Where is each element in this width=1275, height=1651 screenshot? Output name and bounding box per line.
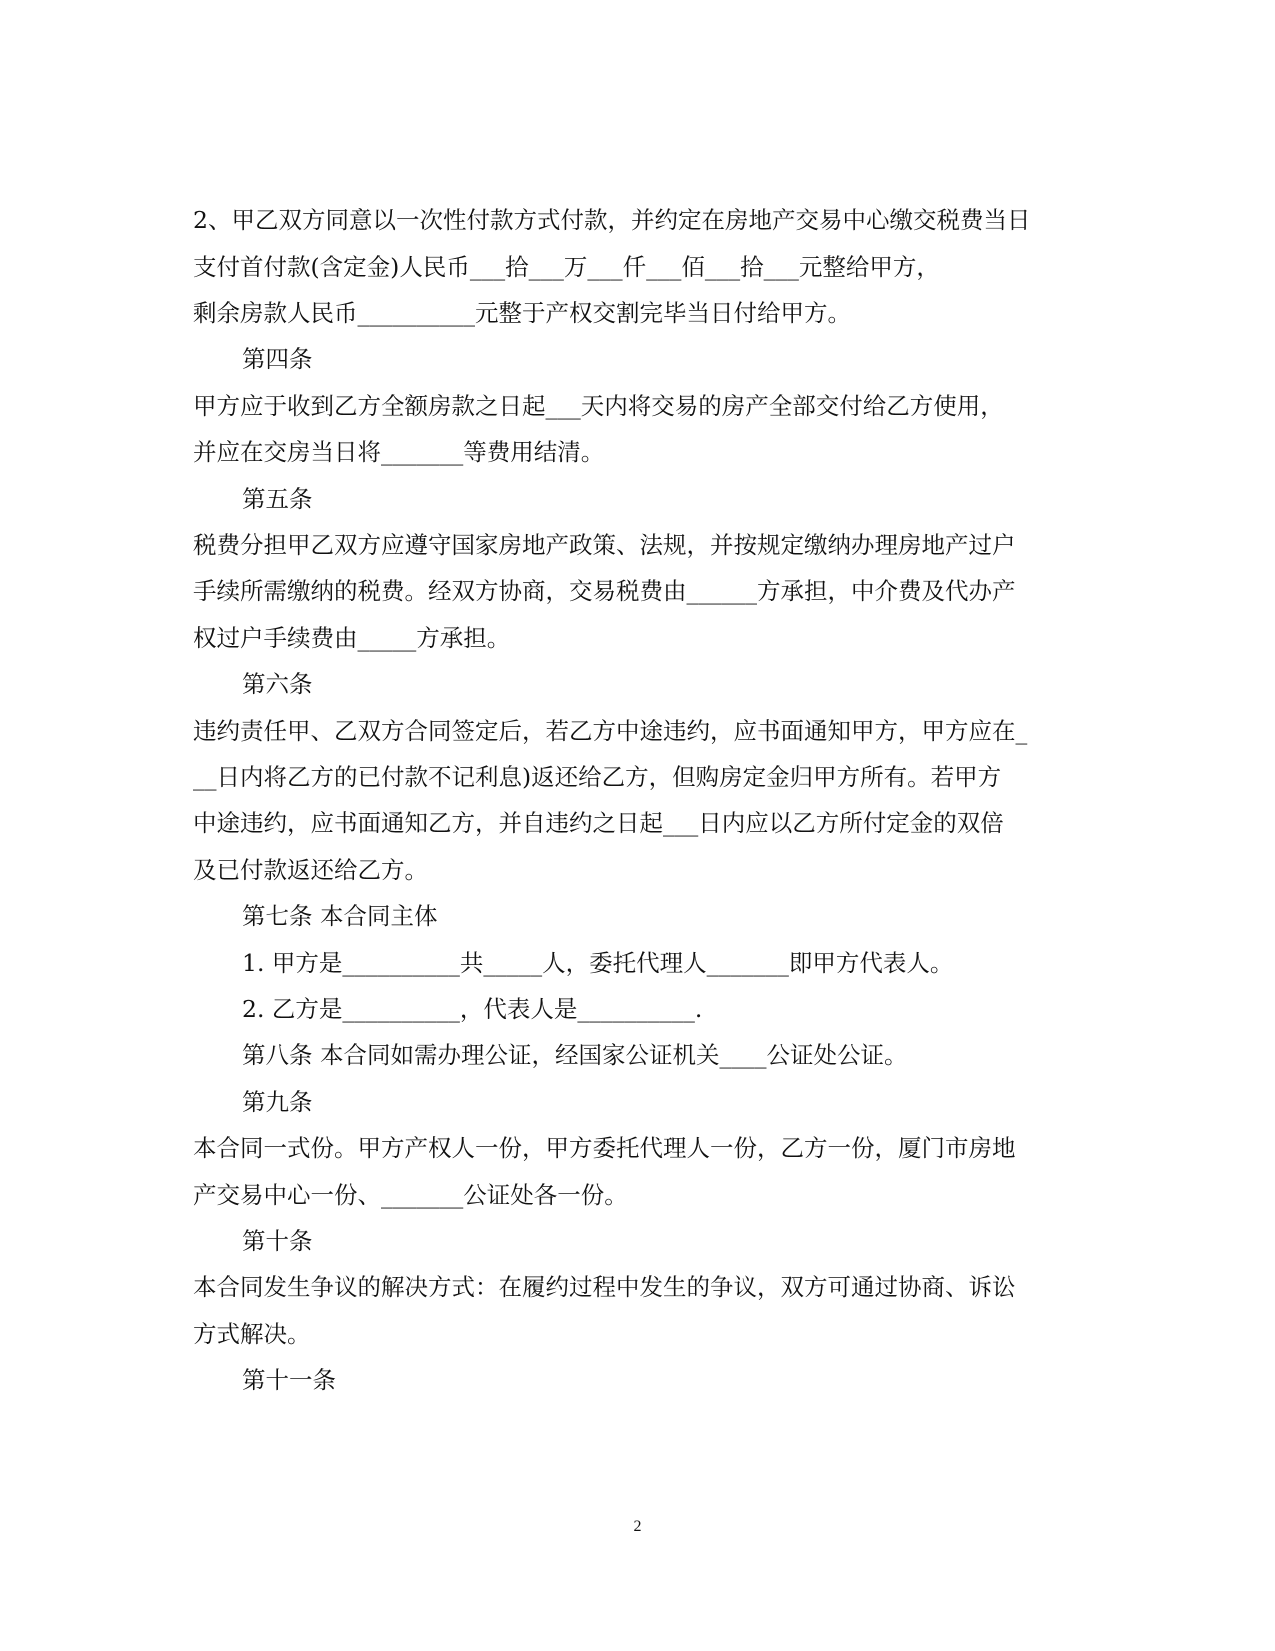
paragraph-line: 2、甲乙双方同意以一次性付款方式付款，并约定在房地产交易中心缴交税费当日 xyxy=(193,206,1031,234)
paragraph-line: 中途违约，应书面通知乙方，并自违约之日起___日内应以乙方所付定金的双倍 xyxy=(193,809,1004,837)
article-heading: 第五条 xyxy=(242,485,313,513)
paragraph-line: __日内将乙方的已付款不记利息)返还给乙方，但购房定金归甲方所有。若甲方 xyxy=(193,763,1002,791)
article-heading: 第四条 xyxy=(242,345,313,373)
article-heading: 第八条 本合同如需办理公证，经国家公证机关____公证处公证。 xyxy=(242,1041,908,1069)
paragraph-line: 并应在交房当日将_______等费用结清。 xyxy=(193,438,605,466)
page-number: 2 xyxy=(633,1518,642,1535)
paragraph-line: 及已付款返还给乙方。 xyxy=(193,856,428,884)
paragraph-line: 本合同一式份。甲方产权人一份，甲方委托代理人一份，乙方一份，厦门市房地 xyxy=(193,1134,1016,1162)
paragraph-line: 手续所需缴纳的税费。经双方协商，交易税费由______方承担，中介费及代办产 xyxy=(193,577,1016,605)
article-heading: 第六条 xyxy=(242,670,313,698)
article-heading: 第十条 xyxy=(242,1227,313,1255)
paragraph-line: 方式解决。 xyxy=(193,1320,311,1348)
paragraph-line: 权过户手续费由_____方承担。 xyxy=(193,624,511,652)
paragraph-line: 产交易中心一份、_______公证处各一份。 xyxy=(193,1181,628,1209)
article-heading: 第九条 xyxy=(242,1088,313,1116)
paragraph-line: 本合同发生争议的解决方式：在履约过程中发生的争议，双方可通过协商、诉讼 xyxy=(193,1273,1016,1301)
clause-line: 2. 乙方是__________，代表人是__________. xyxy=(242,995,703,1023)
paragraph-line: 税费分担甲乙双方应遵守国家房地产政策、法规，并按规定缴纳办理房地产过户 xyxy=(193,531,1016,559)
paragraph-line: 支付首付款(含定金)人民币___拾___万___仟___佰___拾___元整给甲方， xyxy=(193,253,940,281)
article-heading: 第十一条 xyxy=(242,1366,336,1394)
article-heading: 第七条 本合同主体 xyxy=(242,902,438,930)
paragraph-line: 剩余房款人民币__________元整于产权交割完毕当日付给甲方。 xyxy=(193,299,851,327)
paragraph-line: 违约责任甲、乙双方合同签定后，若乙方中途违约，应书面通知甲方，甲方应在_ xyxy=(193,717,1028,745)
paragraph-line: 甲方应于收到乙方全额房款之日起___天内将交易的房产全部交付给乙方使用， xyxy=(193,392,1004,420)
clause-line: 1. 甲方是__________共_____人，委托代理人_______即甲方代表人。 xyxy=(242,949,954,977)
